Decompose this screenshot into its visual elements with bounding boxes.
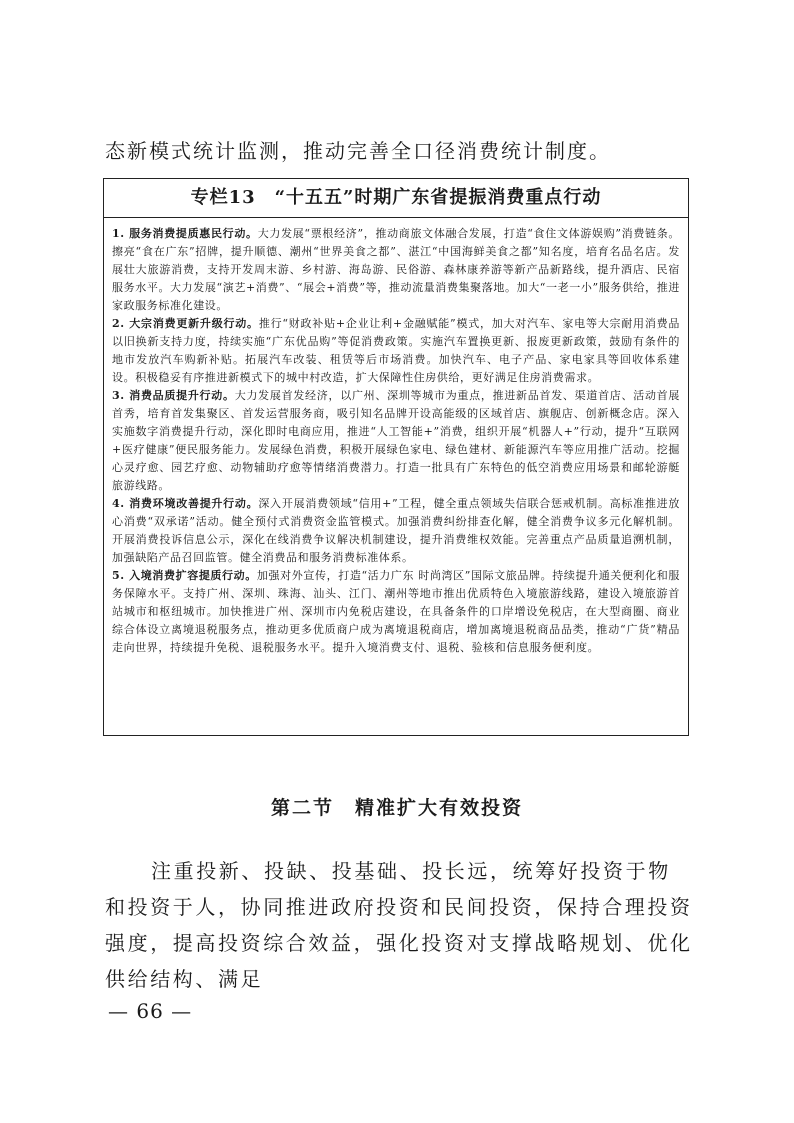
- intro-line: 态新模式统计监测，推动完善全口径消费统计制度。: [105, 139, 611, 163]
- section-title: 第二节 精准扩大有效投资: [270, 797, 523, 819]
- column-box-title: 专栏13 “十五五”时期广东省提振消费重点行动: [104, 179, 688, 218]
- action-item-2-head: 2. 大宗消费更新升级行动。: [112, 317, 259, 330]
- action-item-3: [112, 387, 680, 495]
- page-number: — 66 —: [108, 999, 193, 1023]
- column-box: [103, 178, 689, 736]
- action-item-4: [112, 495, 680, 567]
- action-item-2: [112, 315, 680, 387]
- column-box-body: [104, 218, 688, 657]
- action-item-2-text: 推行“财政补贴+企业让利+金融赋能”模式，加大对汽车、家电等大宗耐用消费品以旧换新支持力度，持续实施“广东优品购”等促消费政策。实施汽车置换更新、报废更新政策，鼓励有条件的地市发放汽车购新补贴。拓展汽车改装、租赁等后市场消费。加快汽车、电子产品、家电家具等回收体系建设。积极稳妥有序推进新模式下的城中村改造，扩大保障性住房供给，更好满足住房消费需求。: [112, 317, 680, 384]
- action-item-5-text: 加强对外宣传，打造“活力广东 时尚湾区”国际文旅品牌。持续提升通关便利化和服务保障水平。支持广州、深圳、珠海、汕头、江门、潮州等地市推出优质特色入境旅游线路，建设入境旅游首站城市和枢纽城市。加快推进广州、深圳市内免税店建设，在具备条件的口岸增设免税店，在大型商圈、商业综合体设立离境退税服务点，推动更多优质商户成为离境退税商店，增加离境退税商品品类，推动“广货”精品走向世界，持续提升免税、退税服务水平。提升入境消费支付、退税、验核和信息服务便利度。: [112, 569, 681, 654]
- action-item-3-head: 3. 消费品质提升行动。: [112, 389, 235, 402]
- action-item-1: [112, 225, 680, 315]
- action-item-1-head: 1. 服务消费提质惠民行动。: [112, 227, 258, 240]
- body-paragraph: 注重投新、投缺、投基础、投长远，统筹好投资于物和投资于人，协同推进政府投资和民间投资，保持合理投资强度，提高投资综合效益，强化投资对支撑战略规划、优化供给结构、满足: [105, 859, 693, 991]
- action-item-3-text: 大力发展首发经济，以广州、深圳等城市为重点，推进新品首发、渠道首店、活动首展首秀，培育首发集聚区、首发运营服务商，吸引知名品牌开设高能级的区域首店、旗舰店、创新概念店。深入实施数字消费提升行动，深化即时电商应用，推进“人工智能+”消费，组织开展“机器人+”行动，提升“互联网+医疗健康”便民服务能力。发展绿色消费，积极开展绿色家电、绿色建材、新能源汽车等应用推广活动。挖掘心灵疗愈、园艺疗愈、动物辅助疗愈等情绪消费潜力。打造一批具有广东特色的低空消费应用场景和邮轮游艇旅游线路。: [112, 389, 681, 492]
- action-item-5: [112, 567, 680, 657]
- action-item-5-head: 5. 入境消费扩容提质行动。: [112, 569, 257, 582]
- action-item-1-text: 大力发展“票根经济”，推动商旅文体融合发展，打造“食住文体游娱购”消费链条。擦亮“食在广东”招牌，提升顺德、潮州“世界美食之都”、湛江“中国海鲜美食之都”知名度，培育名品名店。发展壮大旅游消费，支持开发周末游、乡村游、海岛游、民俗游、森林康养游等新产品新路线，提升酒店、民宿服务水平。大力发展“演艺+消费”、“展会+消费”等，推动流量消费集聚落地。加大“一老一小”服务供给，推进家政服务标准化建设。: [112, 227, 681, 312]
- action-item-4-head: 4. 消费环境改善提升行动。: [112, 497, 259, 510]
- action-item-4-text: 深入开展消费领域“信用+”工程，健全重点领域失信联合惩戒机制。高标准推进放心消费“双承诺”活动。健全预付式消费资金监管模式。加强消费纠纷排查化解，健全消费争议多元化解机制。开展消费投诉信息公示，深化在线消费争议解决机制建设，提升消费维权效能。完善重点产品质量追溯机制，加强缺陷产品召回监管。健全消费品和服务消费标准体系。: [112, 497, 680, 564]
